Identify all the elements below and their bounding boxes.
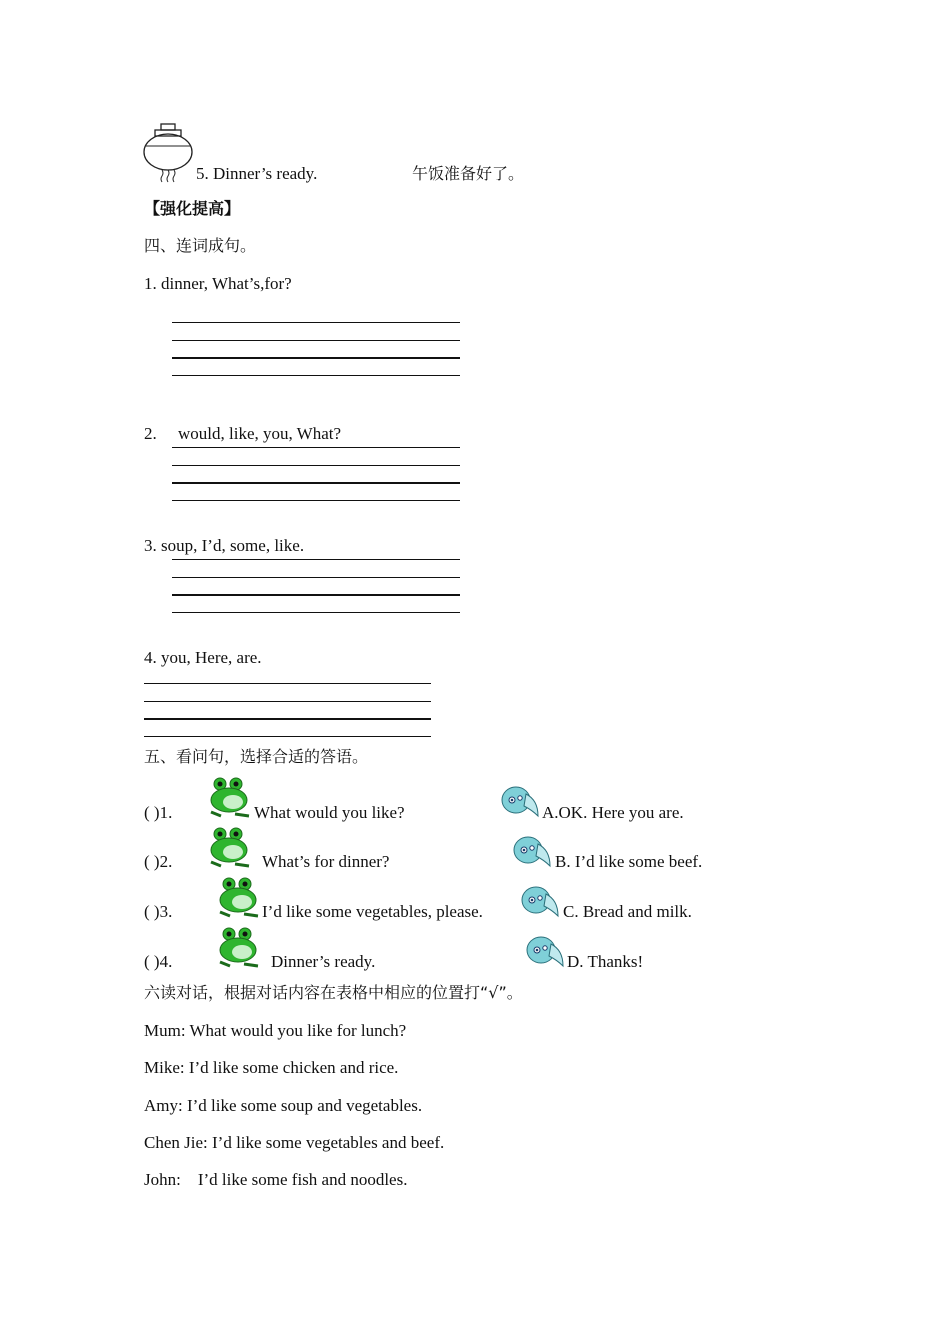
- frog-icon: [216, 926, 262, 970]
- part5-row1-number[interactable]: ( )1.: [144, 803, 173, 822]
- answer-line[interactable]: [144, 736, 431, 737]
- speech-bubble-icon: [500, 784, 542, 820]
- answer-line[interactable]: [144, 701, 431, 702]
- part5-row3-number[interactable]: ( )3.: [144, 902, 173, 921]
- part6-heading: 六读对话，根据对话内容在表格中相应的位置打“√”。: [144, 983, 523, 1002]
- part4-heading: 四、连词成句。: [144, 236, 257, 255]
- rice-pot-icon: [142, 122, 196, 184]
- answer-line[interactable]: [172, 465, 460, 466]
- answer-line[interactable]: [172, 375, 460, 376]
- dialogue-line: Chen Jie: I’d like some vegetables and beef.: [144, 1133, 445, 1152]
- answer-line[interactable]: [172, 577, 460, 578]
- answer-line[interactable]: [172, 594, 460, 596]
- answer-line[interactable]: [172, 340, 460, 341]
- part5-row4-question: Dinner’s ready.: [271, 952, 376, 971]
- answer-line[interactable]: [144, 718, 431, 720]
- dialogue-line: John: I’d like some fish and noodles.: [144, 1170, 408, 1189]
- item5-chinese: 午饭准备好了。: [412, 164, 525, 183]
- answer-line[interactable]: [172, 559, 460, 560]
- frog-icon: [207, 776, 253, 820]
- part5-row2-question: What’s for dinner?: [262, 852, 390, 871]
- part5-heading: 五、看问句，选择合适的答语。: [144, 747, 369, 766]
- part4-item2-number: 2.: [144, 424, 157, 443]
- part5-row1-answer: A.OK. Here you are.: [542, 803, 684, 822]
- part5-row3-answer: C. Bread and milk.: [563, 902, 692, 921]
- part5-row2-number[interactable]: ( )2.: [144, 852, 173, 871]
- answer-line[interactable]: [144, 683, 431, 684]
- speech-bubble-icon: [512, 834, 554, 870]
- speech-bubble-icon: [520, 884, 562, 920]
- dialogue-line: Mike: I’d like some chicken and rice.: [144, 1058, 399, 1077]
- part5-row1-question: What would you like?: [254, 803, 405, 822]
- answer-line[interactable]: [172, 322, 460, 323]
- dialogue-line: Amy: I’d like some soup and vegetables.: [144, 1096, 423, 1115]
- answer-line[interactable]: [172, 357, 460, 359]
- frog-icon: [216, 876, 262, 920]
- part4-item4: 4. you, Here, are.: [144, 648, 262, 667]
- frog-icon: [207, 826, 253, 870]
- part5-row2-answer: B. I’d like some beef.: [555, 852, 703, 871]
- answer-line[interactable]: [172, 612, 460, 613]
- part5-row3-question: I’d like some vegetables, please.: [262, 902, 483, 921]
- dialogue-line: Mum: What would you like for lunch?: [144, 1021, 407, 1040]
- part4-item2-words: would, like, you, What?: [178, 424, 342, 443]
- answer-line[interactable]: [172, 447, 460, 448]
- speech-bubble-icon: [525, 934, 567, 970]
- part5-row4-number[interactable]: ( )4.: [144, 952, 173, 971]
- part4-item3: 3. soup, I’d, some, like.: [144, 536, 305, 555]
- answer-line[interactable]: [172, 500, 460, 501]
- answer-line[interactable]: [172, 482, 460, 484]
- section-title: 【强化提高】: [144, 199, 241, 218]
- part5-row4-answer: D. Thanks!: [567, 952, 644, 971]
- part4-item1: 1. dinner, What’s,for?: [144, 274, 292, 293]
- item5-english: 5. Dinner’s ready.: [196, 164, 318, 183]
